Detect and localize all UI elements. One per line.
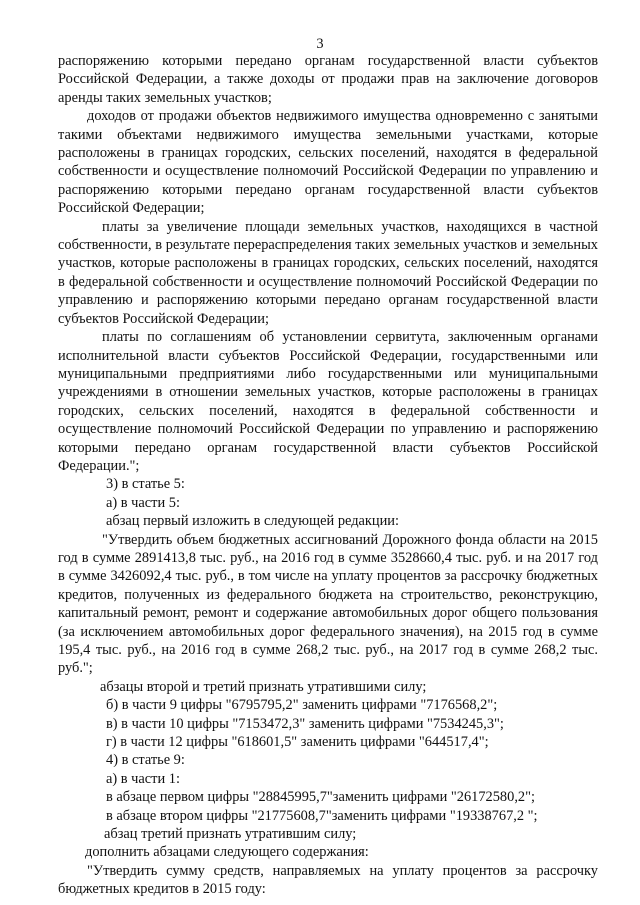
paragraph: платы по соглашениям об установлении сервитута, заключенным органами исполнительной власти субъектов Российской Федерации, государственными или муниципальными предприятиями либо государственными или муниципальными учреждениями в отношении земельных участков, которые расположены в границах городских, сельских поселений, находятся в федеральной собственности и осуществление полномочий Российской Федерации по управлению и распоряжению которыми передано органам государственной власти субъектов Российской Федерации.";: [58, 329, 598, 474]
list-item: в абзаце первом цифры "28845995,7"заменить цифрами "26172580,2";: [106, 789, 535, 806]
list-item: дополнить абзацами следующего содержания:: [85, 844, 369, 861]
list-item: в) в части 10 цифры "7153472,3" заменить цифрами "7534245,3";: [106, 715, 504, 732]
list-item: в абзаце втором цифры "21775608,7"заменить цифрами "19338767,2 ";: [106, 807, 538, 824]
list-item: абзацы второй и третий признать утратившими силу;: [100, 678, 427, 695]
paragraph: платы за увеличение площади земельных участков, находящихся в частной собственности, в результате перераспределения таких земельных участков и земельных участков, которые расположены в границах городских, сельских поселений, находятся в федеральной собственности и осуществление полномочий Российской Федерации по управлению и распоряжению которыми передано органам государственной власти субъектов Российской Федерации;: [58, 218, 598, 327]
list-item: б) в части 9 цифры "6795795,2" заменить цифрами "7176568,2";: [106, 697, 498, 714]
paragraph: "Утвердить объем бюджетных ассигнований Дорожного фонда области на 2015 год в сумме 2891413,8 тыс. руб., на 2016 год в сумме 3528660,4 тыс. руб. и на 2017 год в сумме 3426092,4 тыс. руб., в том числе на уплату процентов за рассрочку бюджетных кредитов, полученных из федерального бюджета на строительство, реконструкцию, капитальный ремонт, ремонт и содержание автомобильных дорог общего пользования (за исключением автомобильных дорог федерального значения), на 2015 год в сумме 195,4 тыс. руб., на 2016 год в сумме 268,2 тыс. руб., на 2017 год в сумме 268,2 тыс. руб.";: [58, 531, 598, 677]
paragraph: распоряжению которыми передано органам государственной власти субъектов Российской Федерации, а также доходы от продажи прав на заключение договоров аренды таких земельных участков;: [58, 53, 598, 106]
list-item: 3) в статье 5:: [106, 476, 185, 493]
paragraph: доходов от продажи объектов недвижимого имущества одновременно с занятыми такими объектами недвижимого имущества земельными участками, которые расположены в границах городских, сельских поселений, находятся в федеральной собственности и осуществление полномочий Российской Федерации по управлению и распоряжению которыми передано органам государственной власти субъектов Российской Федерации;: [58, 108, 598, 217]
list-item: абзац третий признать утратившим силу;: [104, 826, 357, 843]
list-item: г) в части 12 цифры "618601,5" заменить цифрами "644517,4";: [106, 734, 489, 751]
document-body: [58, 52, 598, 899]
page-number: 3: [316, 36, 324, 52]
list-item: абзац первый изложить в следующей редакции:: [106, 513, 400, 530]
list-item: 4) в статье 9:: [106, 752, 185, 769]
list-item: а) в части 5:: [106, 494, 180, 511]
paragraph: "Утвердить сумму средств, направляемых на уплату процентов за рассрочку бюджетных кредитов в 2015 году:: [58, 862, 598, 898]
list-item: а) в части 1:: [106, 770, 180, 787]
